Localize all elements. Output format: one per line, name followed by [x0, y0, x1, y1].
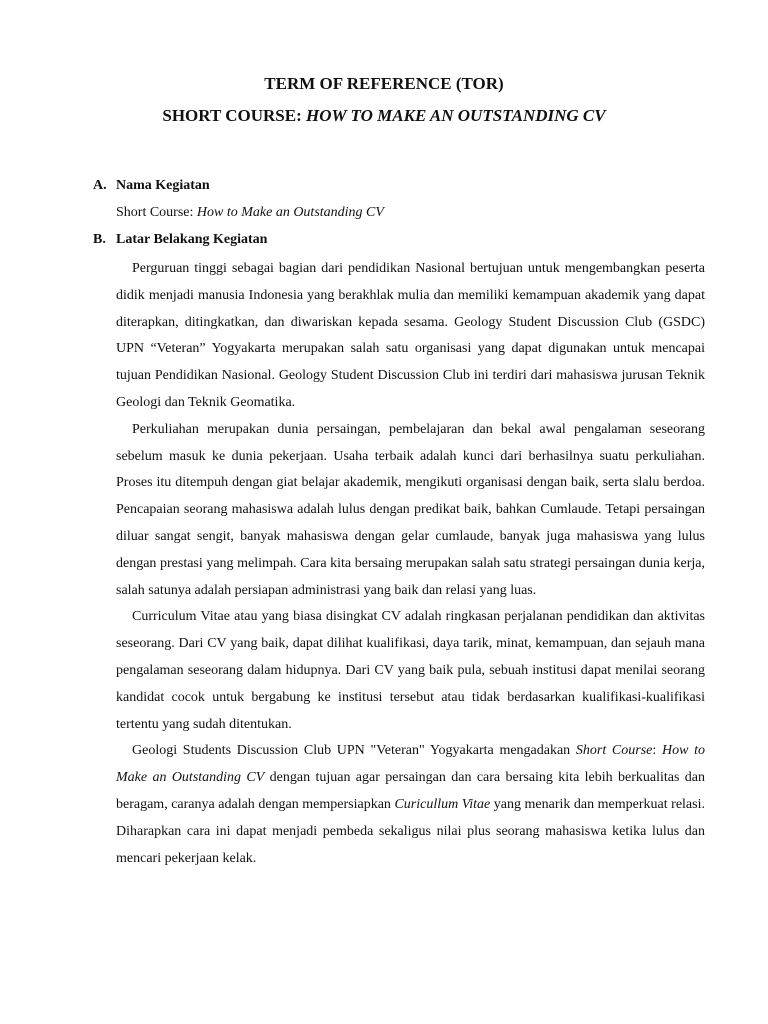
paragraph-4-part-2: : [652, 743, 662, 759]
section-a-letter: A. [93, 178, 107, 193]
title-line-1: TERM OF REFERENCE (TOR) [264, 74, 504, 93]
section-a-sub-italic: How to Make an Outstanding CV [196, 205, 384, 220]
paragraph-4-part-4: yang menarik dan memperkuat relasi. Diharapkan cara ini dapat menjadi pembeda sekaligus nilai plus seorang mahasiswa ketika lulus dan mencari pekerjaan kelak. [116, 796, 705, 866]
document-subtitle [0, 106, 768, 126]
section-a-content [116, 204, 384, 222]
paragraph-3: Curriculum Vitae atau yang biasa disingkat CV adalah ringkasan perjalanan pendidikan dan aktivitas seseorang. Dari CV yang baik, dapat dilihat kualifikasi, daya tarik, minat, kemampuan, dan sejauh mana pengalaman seseorang dalam hidupnya. Dari CV yang baik pula, sebuah institusi dapat menilai seorang kandidat cocok untuk bergabung ke institusi tersebut atau tidak berdasarkan kualifikasi-kualifikasi tertentu yang sudah ditentukan. [116, 609, 705, 732]
paragraph-4 [116, 738, 705, 872]
paragraph-4-part-3: dengan tujuan agar persaingan dan cara bersaing kita lebih berkualitas dan beragam, caranya adalah dengan mempersiapkan [116, 770, 705, 812]
section-a-sub-prefix: Short Course: [116, 205, 197, 220]
section-b-letter: B. [93, 232, 106, 247]
paragraph-4-part-1: Geologi Students Discussion Club UPN "Veteran" Yogyakarta mengadakan [132, 743, 576, 759]
document-title [0, 74, 768, 94]
section-b-title: Latar Belakang Kegiatan [116, 232, 268, 247]
subtitle-prefix: SHORT COURSE: [162, 106, 306, 125]
paragraph-1: Perguruan tinggi sebagai bagian dari pendidikan Nasional bertujuan untuk mengembangkan peserta didik menjadi manusia Indonesia yang berakhlak mulia dan memiliki kemampuan akademik yang dapat diterapkan, ditingkatkan, dan diwariskan kepada sesama. Geology Student Discussion Club (GSDC) UPN “Veteran” Yogyakarta merupakan salah satu organisasi yang dapat digunakan untuk mencapai tujuan Pendidikan Nasional. Geology Student Discussion Club ini terdiri dari mahasiswa jurusan Teknik Geologi dan Teknik Geomatika. [116, 261, 705, 410]
section-a-title: Nama Kegiatan [116, 178, 210, 193]
paragraph-4-italic-2: How to Make an Outstanding CV [116, 743, 706, 786]
paragraph-4-italic-1: Short Course [575, 743, 653, 759]
section-b-body [116, 256, 705, 872]
paragraph-2: Perkuliahan merupakan dunia persaingan, pembelajaran dan bekal awal pengalaman seseorang sebelum masuk ke dunia pekerjaan. Usaha terbaik adalah kunci dari berhasilnya suatu perkuliahan. Proses itu ditempuh dengan giat belajar akademik, mengikuti organisasi dengan baik, serta slalu berdoa. Pencapaian seorang mahasiswa adalah lulus dengan predikat baik, bahkan Cumlaude. Tetapi persaingan diluar sangat sengit, banyak mahasiswa dengan gelar cumlaude, banyak juga mahasiswa yang lulus dengan prestasi yang melimpah. Cara kita bersaing merupakan salah satu strategi persaingan dunia kerja, salah satunya adalah persiapan administrasi yang baik dan relasi yang luas. [116, 421, 705, 598]
section-a-heading [93, 177, 705, 195]
subtitle-italic: HOW TO MAKE AN OUTSTANDING CV [306, 106, 606, 125]
paragraph-4-italic-3: Curicullum Vitae [394, 796, 491, 812]
section-b-heading [93, 231, 705, 249]
